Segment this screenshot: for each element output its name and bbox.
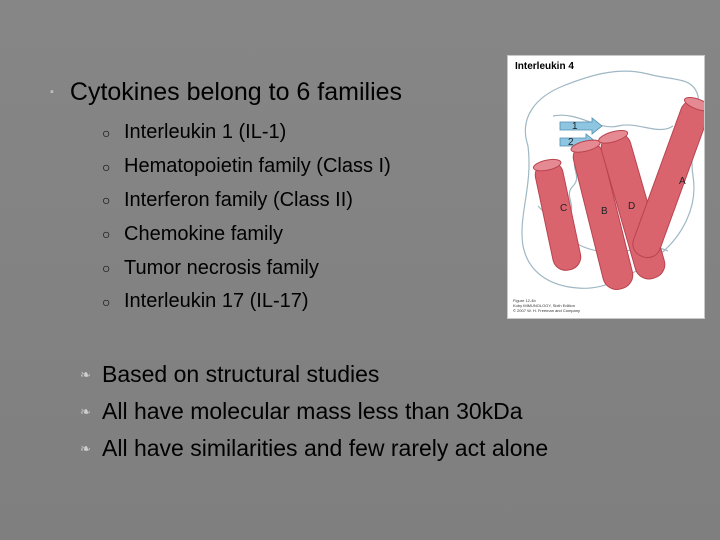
protein-structure-illustration: [508, 56, 704, 318]
hollow-circle-icon: ○: [102, 192, 111, 209]
helix-label-a: A: [679, 176, 686, 187]
leaf-bullet-icon: ❧: [80, 403, 91, 419]
helix-c: [532, 157, 583, 272]
hollow-circle-icon: ○: [102, 158, 111, 175]
family-label: Interferon family (Class II): [124, 188, 353, 211]
beta-strand: [560, 118, 602, 134]
title-row: [50, 72, 402, 112]
family-label: Hematopoietin family (Class I): [124, 155, 391, 178]
family-label: Interleukin 1 (IL-1): [124, 121, 287, 144]
strand-label-2: 2: [568, 137, 574, 148]
helix-label-c: C: [560, 203, 568, 214]
list-item: [102, 217, 391, 251]
helix-label-d: D: [628, 201, 636, 212]
family-label: Chemokine family: [124, 222, 283, 245]
helix-label-b: B: [601, 206, 608, 217]
interleukin-4-figure: [507, 55, 705, 319]
family-label: Interleukin 17 (IL-17): [124, 290, 309, 313]
list-item: [102, 285, 391, 319]
point-label: All have molecular mass less than 30kDa: [102, 398, 523, 424]
figure-caption: [513, 298, 580, 313]
points-list: [80, 356, 548, 467]
hollow-circle-icon: ○: [102, 226, 111, 243]
figure-title: Interleukin 4: [515, 61, 574, 72]
caption-line: © 2007 W. H. Freeman and Company: [513, 308, 580, 313]
family-list: [102, 116, 391, 319]
point-label: Based on structural studies: [102, 361, 380, 387]
slide-title: Cytokines belong to 6 families: [69, 77, 403, 106]
leaf-bullet-icon: ❧: [80, 440, 91, 456]
hollow-circle-icon: ○: [102, 293, 111, 310]
strand-label-1: 1: [572, 121, 578, 132]
caption-line: Figure 12-4b: [513, 298, 536, 303]
hollow-circle-icon: ○: [102, 124, 111, 141]
caption-line: Kuby IMMUNOLOGY, Sixth Edition: [513, 303, 575, 308]
list-item: [102, 251, 391, 285]
list-item: [102, 184, 391, 218]
list-item: [102, 150, 391, 184]
hollow-circle-icon: ○: [102, 260, 111, 277]
point-label: All have similarities and few rarely act alone: [102, 435, 549, 461]
small-dot-icon: ▪: [50, 86, 54, 98]
list-item: [102, 116, 391, 150]
list-item: [80, 356, 548, 393]
list-item: [80, 430, 548, 467]
leaf-bullet-icon: ❧: [80, 366, 91, 382]
family-label: Tumor necrosis family: [124, 256, 319, 279]
list-item: [80, 393, 548, 430]
